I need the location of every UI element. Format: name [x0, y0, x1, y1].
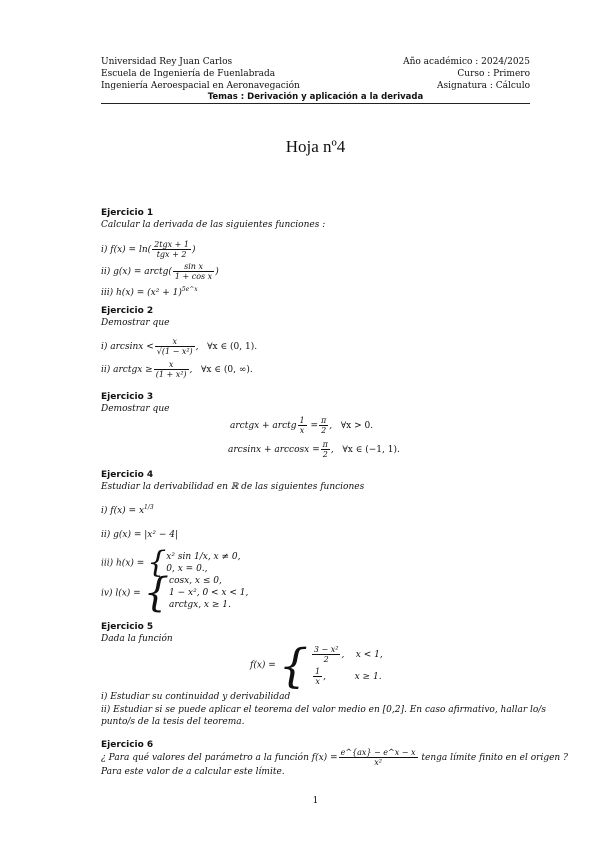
exercise-2-statement: Demostrar que — [101, 318, 170, 328]
exercise-3-equation-2: arcsinx + arccosx = $\frac{\pi}{2}$ , ∀x ∈ (−1, 1). — [228, 440, 400, 459]
exercise-4-item-4: iv) l(x) = { cosx, x ≤ 0, 1 − x², 0 < x < 1, arctgx, x ≥ 1. — [101, 570, 249, 616]
exercise-2-heading: Ejercicio 2 — [101, 306, 154, 316]
degree-name: Ingeniería Aeroespacial en Aeronavegación — [101, 81, 300, 91]
exercise-1-heading: Ejercicio 1 — [101, 208, 154, 218]
exercise-4-item-3: iii) h(x) = { x² sin 1/x, x ≠ 0, 0, x = 0., — [101, 545, 241, 580]
exercise-6-heading: Ejercicio 6 — [101, 740, 154, 750]
fraction: $\frac{\text{sin x}}{\text{1 + cos x}}$ — [174, 262, 213, 281]
left-brace: { — [143, 570, 170, 616]
exercise-2-item-1: i) arcsinx < $\frac{x}{\text{√(1 − x²)}}$ , ∀x ∈ (0, 1). — [101, 337, 258, 356]
header-left — [101, 56, 300, 92]
exercise-3-statement: Demostrar que — [101, 404, 170, 414]
fraction: $\frac{x}{\text{(1 + x²)}}$ — [155, 360, 187, 379]
exercise-5-part-1: i) Estudiar su continuidad y derivabilidad — [101, 692, 291, 702]
exercise-6-question: ¿ Para qué valores del parámetro a la función f(x) = $\frac{e\^{}\{ax\} - e\^{}x - x}{\text{x²}}$ tenga límite finito en el origen ? — [101, 748, 568, 767]
exercise-1-statement: Calcular la derivada de las siguientes funciones : — [101, 220, 326, 230]
course-level: Curso : Primero — [457, 69, 530, 79]
header-rule — [101, 103, 530, 104]
fraction: $\frac{\pi}{2}$ — [321, 416, 327, 435]
exercise-4-heading: Ejercicio 4 — [101, 470, 154, 480]
subject-name: Asignatura : Cálculo — [436, 81, 530, 91]
exercise-4-item-1: i) $f(x) = x^{1/3}$ — [101, 504, 154, 516]
left-brace: { — [278, 638, 308, 693]
fraction: $\frac{e\^{}\{ax\} - e\^{}x - x}{\text{x²}}$ — [340, 748, 416, 767]
page-number: 1 — [312, 796, 319, 806]
page-title: Hoja nº4 — [285, 137, 346, 156]
fraction: $\frac{\pi}{2}$ — [322, 440, 328, 459]
cases: x² sin 1/x, x ≠ 0, 0, x = 0., — [166, 552, 241, 574]
exercise-1-item-3: iii) $h(x) = (x^2 + 1)^{5e\^{}x}$ — [101, 286, 198, 298]
fraction: $\frac{x}{\text{√(1 − x²)}}$ — [156, 337, 193, 356]
fraction: $\frac{\text{2tgx + 1}}{\text{tgx + 2}}$ — [154, 240, 189, 259]
cases: cosx, x ≤ 0, 1 − x², 0 < x < 1, arctgx, x ≥ 1. — [169, 576, 249, 610]
exercise-1-item-1: i) f(x) = ln( $\frac{\text{2tgx + 1}}{\text{tgx + 2}}$ ) — [101, 240, 196, 259]
header-right — [360, 56, 530, 92]
exercise-5-statement: Dada la función — [101, 634, 173, 644]
exercise-6-question-2: Para este valor de a calcular este límite. — [101, 767, 285, 777]
exercise-2-item-2: ii) arctgx ≥ $\frac{x}{\text{(1 + x²)}}$ , ∀x ∈ (0, ∞). — [101, 360, 253, 379]
exercise-1-item-2: ii) g(x) = arctg( $\frac{\text{sin x}}{\text{1 + cos x}}$ ) — [101, 262, 219, 281]
fraction: $\frac{1}{x}$ — [299, 416, 305, 435]
exercise-3-equation-1: arctgx + arctg $\frac{1}{x}$ = $\frac{\pi}{2}$ , ∀x > 0. — [230, 416, 374, 435]
exercise-3-heading: Ejercicio 3 — [101, 392, 154, 402]
cases: $\frac{\text{3 − x²}}{2}$ , x < 1, $\frac{1}{x}$ , x ≥ 1. — [313, 645, 383, 686]
university-name: Universidad Rey Juan Carlos — [101, 57, 233, 67]
exercise-5-part-2b: punto/s de la tesis del teorema. — [101, 717, 245, 727]
school-name: Escuela de Ingeniería de Fuenlabrada — [101, 69, 276, 79]
exercise-5-heading: Ejercicio 5 — [101, 622, 154, 632]
exercise-4-item-2: ii) g(x) = |x² − 4| — [101, 530, 178, 540]
exercise-5-part-2a: ii) Estudiar si se puede aplicar el teorema del valor medio en [0,2]. En caso afirmativo, hallar lo/s — [101, 705, 546, 715]
topics-line: Temas : Derivación y aplicación a la derivada — [207, 92, 424, 102]
exercise-5-piecewise: f(x) = { $\frac{\text{3 − x²}}{2}$ , x < 1, $\frac{1}{x}$ , x ≥ 1. — [250, 638, 383, 693]
exercise-4-statement: Estudiar la derivabilidad en ℝ de las siguientes funciones — [101, 482, 365, 492]
academic-year: Año académico : 2024/2025 — [403, 57, 530, 67]
left-brace: { — [147, 545, 167, 580]
